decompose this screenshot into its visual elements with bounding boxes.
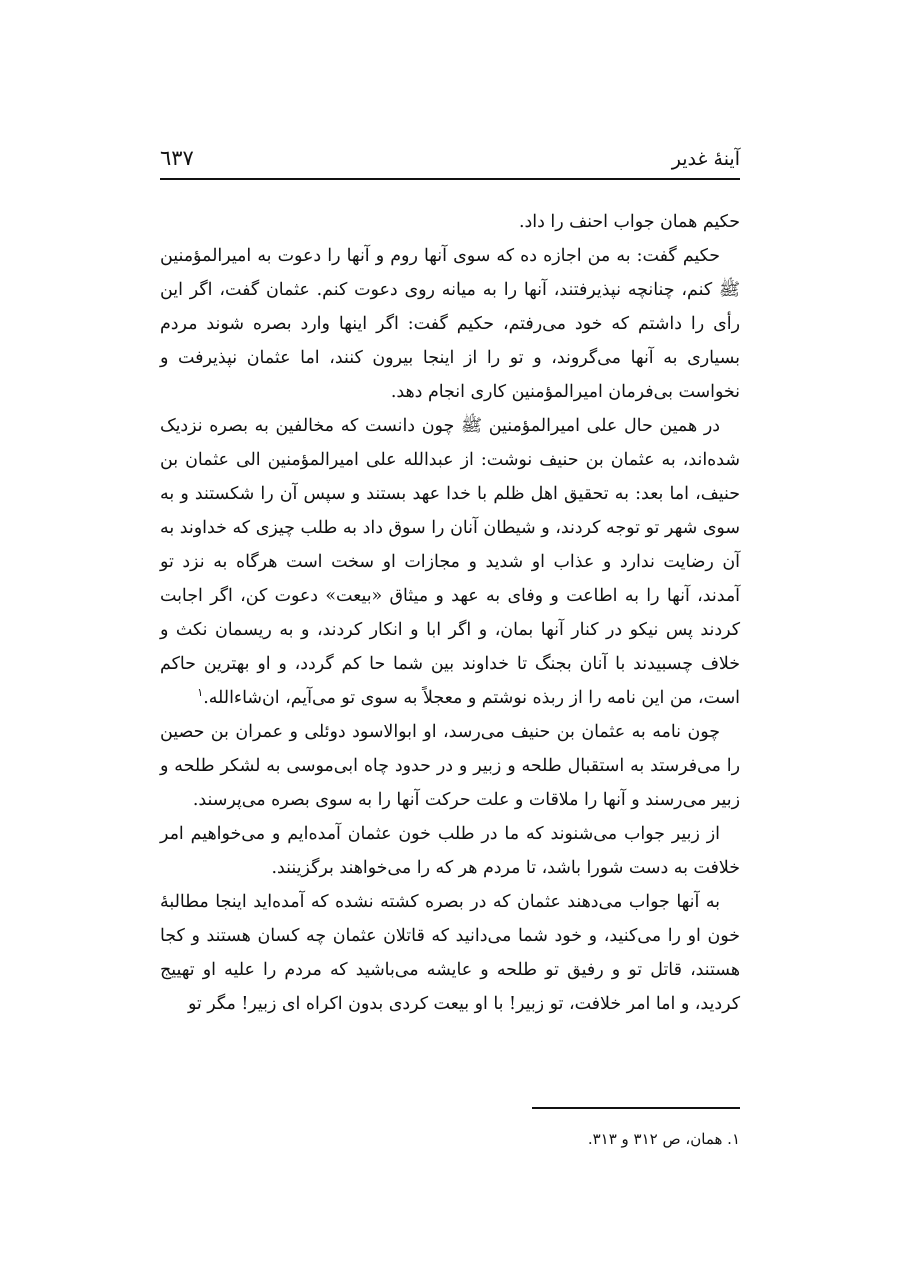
footnote: ١. همان، ص ٣١٢ و ٣١٣. <box>587 1130 740 1148</box>
paragraph: به آنها جواب می‌دهند عثمان که در بصره کشته نشده که آمده‌اید اینجا مطالبهٔ خون او را می‌کنید، و خود شما می‌دانید که قاتلان عثمان چه کسان هستند و کجا هستند، قاتل تو و رفیق تو طلحه و عایشه می‌باشید که مردم را علیه او تهییج کردید، و اما امر خلافت، تو زبیر! با او بیعت کردی بدون اکراه ای زبیر! مگر تو <box>160 892 740 1014</box>
page-number: ٦٣٧ <box>160 146 194 170</box>
paragraph: حکیم گفت: به من اجازه ده که سوی آنها روم و آنها را دعوت به امیرالمؤمنین ﷺ کنم، چنانچه نپذیرفتند، آنها را به میانه روی دعوت کنم. عثمان گفت، اگر این رأی را داشتم که خود می‌رفتم، حکیم گفت: اگر اینها وارد بصره شوند مردم بسیاری به آنها می‌گروند، و تو را از اینجا بیرون کنند، اما عثمان نپذیرفت و نخواست بی‌فرمان امیرالمؤمنین کاری انجام دهد. <box>160 246 740 402</box>
paragraph: از زبیر جواب می‌شنوند که ما در طلب خون عثمان آمده‌ایم و می‌خواهیم امر خلافت به دست شورا باشد، تا مردم هر که را می‌خواهند برگزینند. <box>160 824 740 878</box>
page-header <box>160 146 740 180</box>
footnote-reference[interactable]: ١ <box>197 686 204 700</box>
paragraph-text: در همین حال علی امیرالمؤمنین ﷺ چون دانست که مخالفین به بصره نزدیک شده‌اند، به عثمان بن حنیف نوشت: از عبدالله علی امیرالمؤمنین الی عثمان بن حنیف، اما بعد: به تحقیق اهل ظلم با خدا عهد بستند و سپس آن را شکستند و به سوی شهر تو توجه کردند، و شیطان آنان را سوق داد به طلب چیزی که خداوند به آن رضایت ندارد و عذاب او شدید و مجازات او سخت است هرگاه به نزد تو آمدند، آنها را به اطاعت و وفای به عهد و میثاق «بیعت» دعوت کن، اگر اجابت کردند پس نیکو در کنار آنها بمان، و اگر ابا و انکار کردند، و به ریسمان نکث و خلاف چسبیدند با آنان بجنگ تا خداوند بین شما حا کم گردد، و او بهترین حاکم است، من این نامه را از ربذه نوشتم و معجلاً به سوی تو می‌آیم، ان‌شاءالله. <box>160 416 740 708</box>
running-title: آینهٔ غدیر <box>671 148 740 170</box>
body-text <box>160 205 740 1021</box>
paragraph: چون نامه به عثمان بن حنیف می‌رسد، او ابوالاسود دوئلی و عمران بن حصین را می‌فرستد به استقبال طلحه و زبیر و در حدود چاه ابی‌موسی به لشکر طلحه و زبیر می‌رسند و آنها را ملاقات و علت حرکت آنها را به سوی بصره می‌پرسند. <box>160 722 740 810</box>
paragraph <box>160 409 740 715</box>
footnote-divider <box>532 1107 740 1109</box>
paragraph: حکیم همان جواب احنف را داد. <box>519 212 740 232</box>
